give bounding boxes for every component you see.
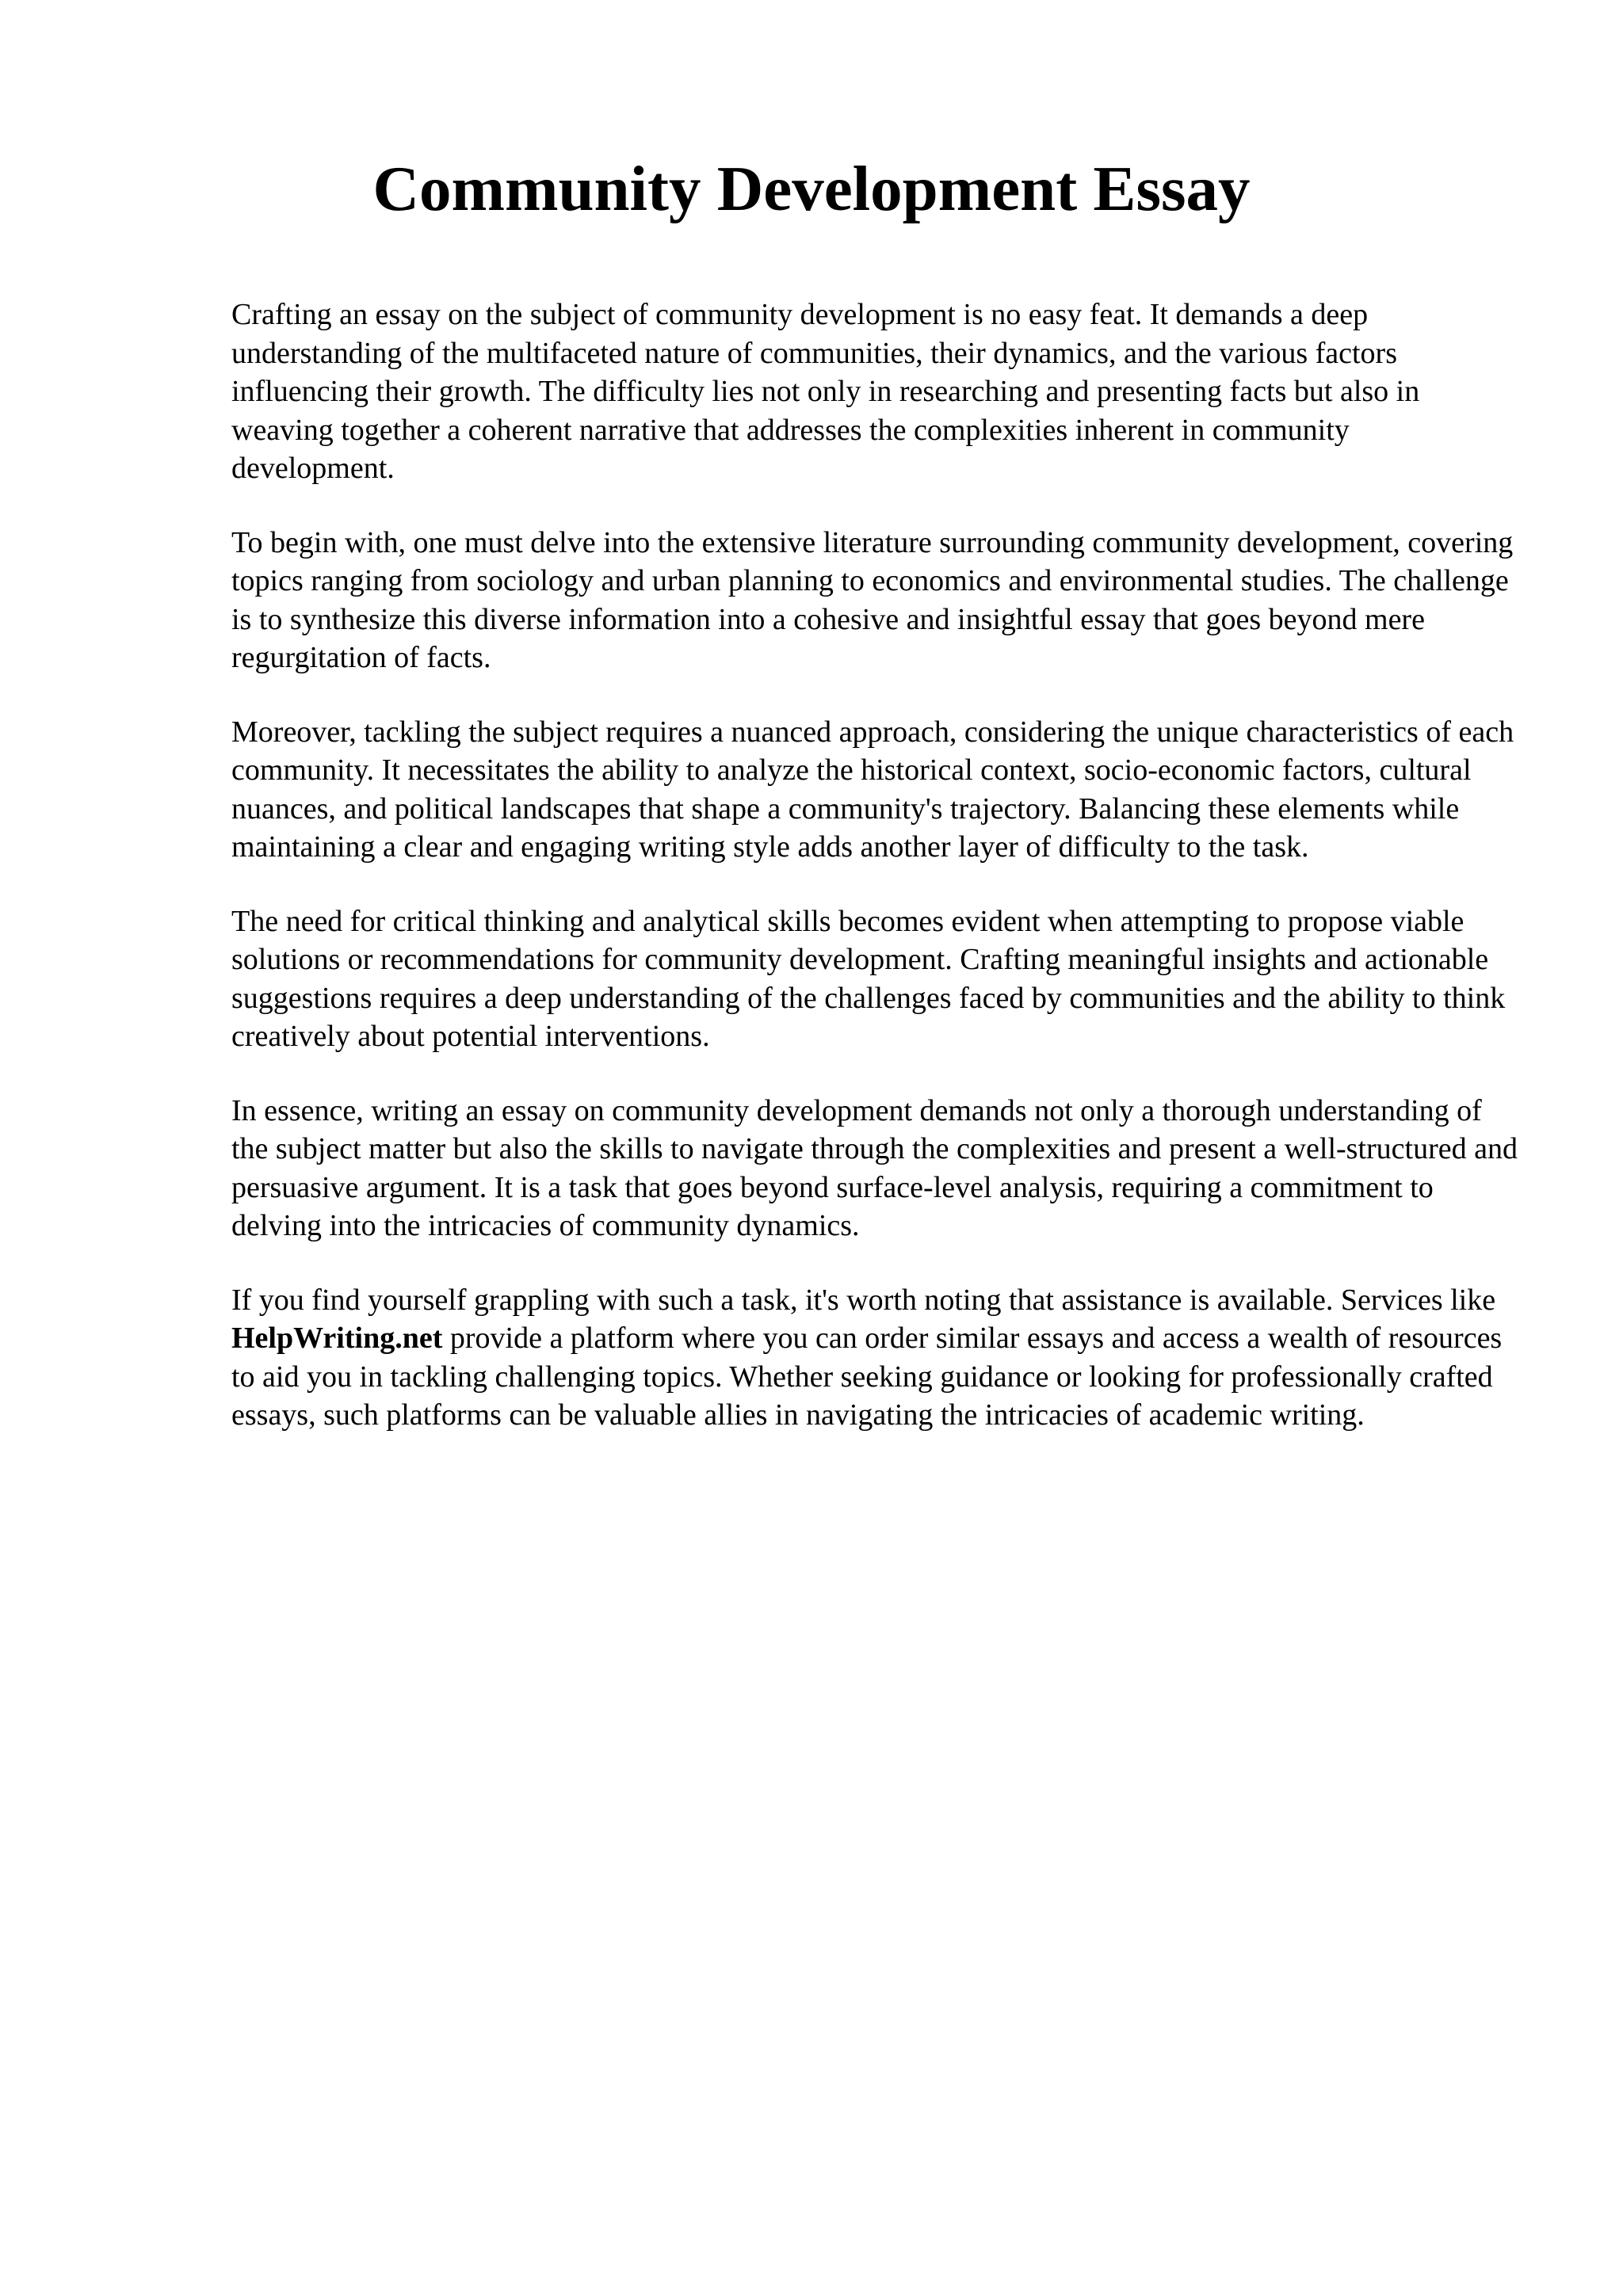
essay-body	[231, 296, 1519, 1470]
paragraph-2: To begin with, one must delve into the extensive literature surrounding community development, covering topics ranging from sociology and urban planning to economics and environmental studies. The challenge is to synthesize this diverse information into a cohesive and insightful essay that goes beyond mere regurgitation of facts.	[231, 525, 1514, 674]
paragraph-6	[231, 1281, 1519, 1435]
paragraph-4: The need for critical thinking and analytical skills becomes evident when attempting to propose viable solutions or recommendations for community development. Crafting meaningful insights and actionable suggestions requires a deep understanding of the challenges faced by communities and the ability to think creatively about potential interventions.	[231, 904, 1506, 1053]
helpwriting-link[interactable]: HelpWriting.net	[231, 1322, 443, 1355]
paragraph-1: Crafting an essay on the subject of community development is no easy feat. It demands a deep understanding of the multifaceted nature of communities, their dynamics, and the various factors influencing their growth. The difficulty lies not only in researching and presenting facts but also in weaving together a coherent narrative that addresses the complexities inherent in community development.	[231, 298, 1420, 485]
paragraph-6-text-after: provide a platform where you can order similar essays and access a wealth of resources to aid you in tackling challenging topics. Whether seeking guidance or looking for professionally crafted essays, such platforms can be valuable allies in navigating the intricacies of academic writing.	[231, 1322, 1503, 1432]
paragraph-3: Moreover, tackling the subject requires a nuanced approach, considering the unique characteristics of each community. It necessitates the ability to analyze the historical context, socio-economic factors, cultural nuances, and political landscapes that shape a community's trajectory. Balancing these elements while maintaining a clear and engaging writing style adds another layer of difficulty to the task.	[231, 715, 1514, 864]
paragraph-5: In essence, writing an essay on community development demands not only a thorough understanding of the subject matter but also the skills to navigate through the complexities and present a well-structured and persuasive argument. It is a task that goes beyond surface-level analysis, requiring a commitment to delving into the intricacies of community dynamics.	[231, 1093, 1518, 1242]
page-title: Community Development Essay	[372, 153, 1251, 224]
paragraph-6-text-before: If you find yourself grappling with such a task, it's worth noting that assistance is available. Services like	[231, 1283, 1496, 1317]
